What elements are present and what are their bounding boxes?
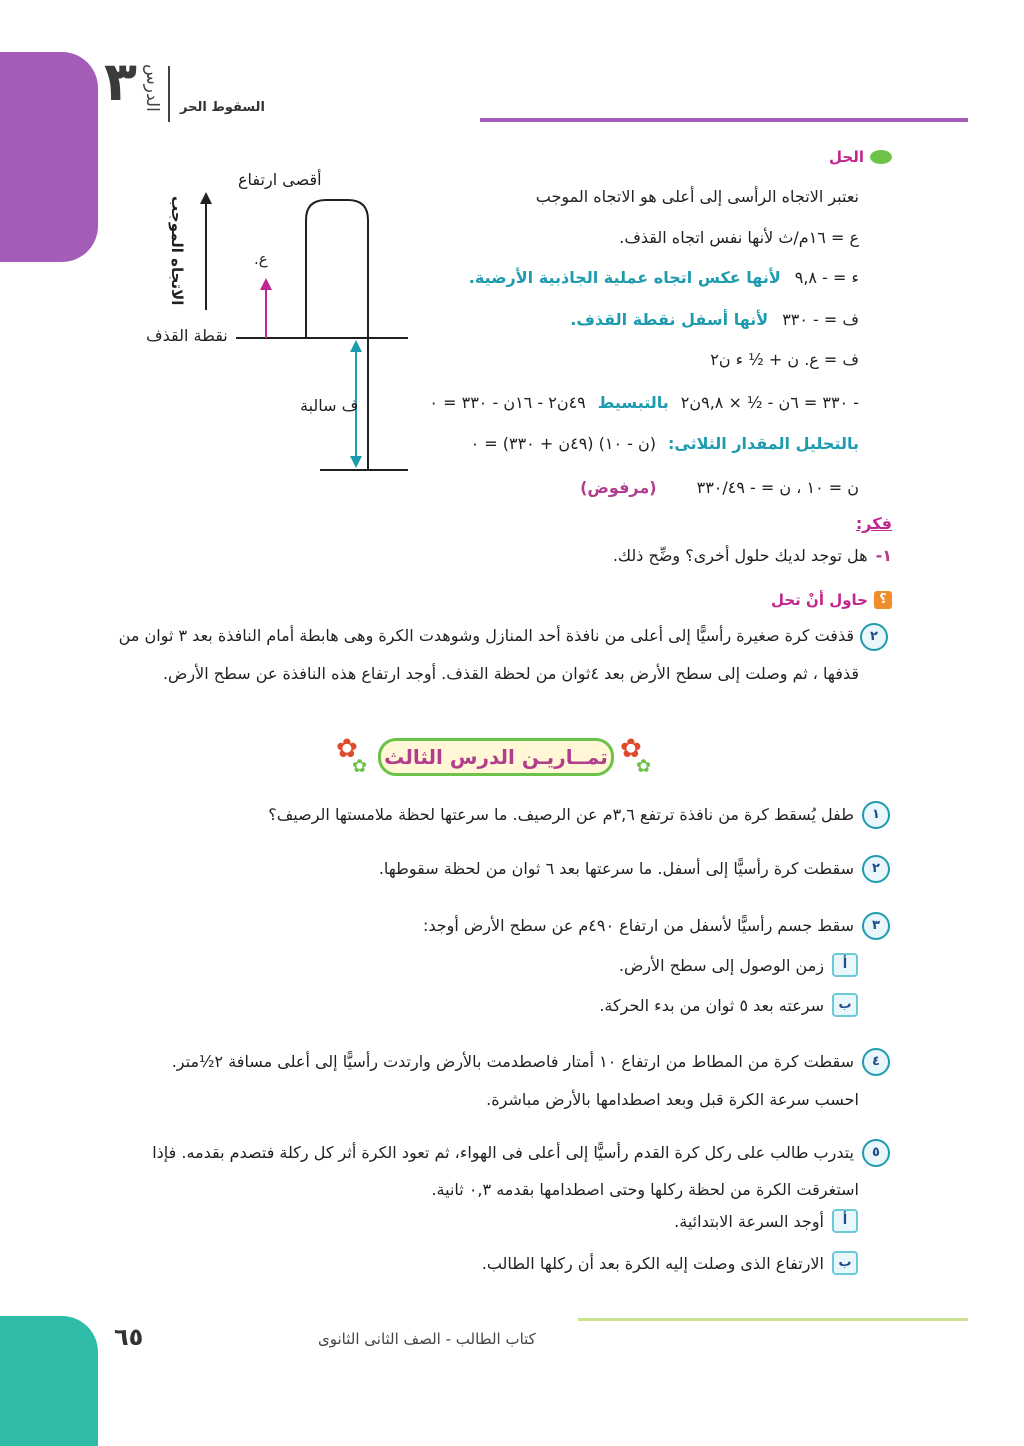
exercise-3-badge: ٣ xyxy=(862,912,890,940)
exercise-3b-badge: ب xyxy=(832,993,858,1017)
exercise-4-line-1: سقطت كرة من المطاط من ارتفاع ١٠ أمتار فاصطدمت بالأرض وارتدت رأسيًّا إلى أعلى مسافة ٢½متر. xyxy=(171,1052,854,1071)
teal-side-tab xyxy=(0,1316,98,1446)
launch-point-label: نقطة القذف xyxy=(146,326,228,345)
solution-title: الحل xyxy=(829,148,864,166)
solution-substitution: - ٣٣٠ = ٦ن - ½ × ٩,٨ن٢ xyxy=(680,393,859,412)
solution-roots: ن = ١٠ ، ن = - ٣٣٠/٤٩ xyxy=(696,478,859,497)
footer-rule xyxy=(578,1318,968,1321)
exercise-5b-text: الارتفاع الذى وصلت إليه الكرة بعد أن ركلها الطالب. xyxy=(481,1254,824,1273)
lesson-word: الدرس xyxy=(142,64,162,112)
exercise-3-text: سقط جسم رأسيًّا لأسفل من ارتفاع ٤٩٠م عن سطح الأرض أوجد: xyxy=(422,916,854,935)
positive-direction-label: الاتجاه الموجب xyxy=(168,196,186,306)
solution-line-7 xyxy=(471,434,859,454)
page-number: ٦٥ xyxy=(114,1323,144,1351)
header-divider xyxy=(168,66,170,122)
footer-book-title: كتاب الطالب - الصف الثانى الثانوى xyxy=(318,1330,536,1348)
velocity-label: ع. xyxy=(254,250,268,268)
try-heading xyxy=(771,591,892,609)
purple-side-tab xyxy=(0,52,98,262)
solution-line-6 xyxy=(429,393,859,413)
negative-displacement-label: ف سالبة xyxy=(300,396,359,415)
solution-line-2: ع = ١٦م/ث لأنها نفس اتجاه القذف. xyxy=(619,228,859,247)
exercises-banner: تمــاريـن الدرس الثالث xyxy=(378,738,614,776)
exercise-1-badge: ١ xyxy=(862,801,890,829)
exercise-5-badge: ٥ xyxy=(862,1139,890,1167)
displacement-arrowhead-up-icon xyxy=(350,340,362,352)
gear-icon: ✿ xyxy=(636,756,652,777)
solution-line-1: نعتبر الاتجاه الرأسى إلى أعلى هو الاتجاه الموجب xyxy=(535,187,859,206)
solution-factor-label: بالتحليل المقدار الثلاثى: xyxy=(667,434,859,453)
gear-icon: ✿ xyxy=(336,734,358,764)
green-dot-icon xyxy=(870,150,892,164)
exercise-2-text: سقطت كرة رأسيًّا إلى أسفل. ما سرعتها بعد ٦ ثوان من لحظة سقوطها. xyxy=(378,859,854,878)
solution-accel: ء = - ٩,٨ xyxy=(794,268,859,287)
exercise-5-line-1: يتدرب طالب على ركل كرة القدم رأسيًّا إلى أعلى فى الهواء، ثم تعود الكرة أثر كل ركلة فتصدم بقدمه. فإذا xyxy=(152,1143,854,1162)
header-rule xyxy=(480,118,968,122)
displacement-arrowhead-down-icon xyxy=(350,456,362,468)
solution-simplify-label: بالتبسيط xyxy=(597,393,669,412)
exercise-5b-badge: ب xyxy=(832,1251,858,1275)
trajectory-path xyxy=(306,200,368,470)
solution-heading xyxy=(829,148,892,166)
solution-displacement: ف = - ٣٣٠ xyxy=(782,310,859,329)
solution-formula: ف = ع. ن + ½ ء ن٢ xyxy=(710,350,859,369)
velocity-arrowhead-icon xyxy=(260,278,272,290)
exercise-4-line-2: احسب سرعة الكرة قبل وبعد اصطدامها بالأرض مباشرة. xyxy=(486,1090,859,1109)
solution-factored: (ن - ١٠) (٤٩ن + ٣٣٠) = ٠ xyxy=(470,434,656,453)
solution-line-8 xyxy=(580,478,859,498)
lesson-title: السقوط الحر xyxy=(180,100,265,115)
exercise-3a-badge: أ xyxy=(832,953,858,977)
exercise-5a-badge: أ xyxy=(832,1209,858,1233)
exercise-5a-text: أوجد السرعة الابتدائية. xyxy=(674,1212,824,1231)
exercise-4-badge: ٤ xyxy=(862,1048,890,1076)
solution-displacement-reason: لأنها أسفل نقطة القذف. xyxy=(570,310,769,329)
try-title: حاول أنْ تحل xyxy=(770,591,868,609)
think-item-number: ١- xyxy=(875,546,892,565)
exercise-2-badge: ٢ xyxy=(862,855,890,883)
max-height-label: أقصى ارتفاع xyxy=(238,170,322,189)
lesson-number: ٣ xyxy=(104,50,137,113)
solution-line-3 xyxy=(469,268,859,288)
exercise-3a-text: زمن الوصول إلى سطح الأرض. xyxy=(618,956,824,975)
try-line-1: قذفت كرة صغيرة رأسيًّا إلى أعلى من نافذة أحد المنازل وشوهدت الكرة وهى هابطة أمام النافذة بعد ٣ ثوان من xyxy=(118,626,854,645)
solution-simplified: ٤٩ن٢ - ١٦ن - ٣٣٠ = ٠ xyxy=(429,393,586,412)
arrowhead-icon xyxy=(200,192,212,204)
exercise-5-line-2: استغرقت الكرة من لحظة ركلها وحتى اصطدامها بقدمه ٠,٣ ثانية. xyxy=(431,1180,859,1199)
think-question-row xyxy=(613,546,892,566)
gear-icon: ✿ xyxy=(352,756,368,777)
solution-line-4 xyxy=(570,310,859,330)
solution-rejected: (مرفوض) xyxy=(580,478,657,497)
think-title: فكر: xyxy=(855,514,892,533)
think-question: هل توجد لديك حلول أخرى؟ وضِّح ذلك. xyxy=(612,546,868,565)
exercise-1-text: طفل يُسقط كرة من نافذة ترتفع ٣,٦م عن الرصيف. ما سرعتها لحظة ملامستها الرصيف؟ xyxy=(268,805,854,824)
solution-accel-reason: لأنها عكس اتجاه عملية الجاذبية الأرضية. xyxy=(468,268,781,287)
try-item-badge: ٢ xyxy=(860,623,888,651)
try-line-2: قذفها ، ثم وصلت إلى سطح الأرض بعد ٤ثوان من لحظة القذف. أوجد ارتفاع هذه النافذة عن سطح الأرض. xyxy=(162,664,859,683)
gear-icon: ✿ xyxy=(620,734,642,764)
question-mark-icon: ؟ xyxy=(874,591,892,609)
exercise-3b-text: سرعته بعد ٥ ثوان من بدء الحركة. xyxy=(599,996,824,1015)
